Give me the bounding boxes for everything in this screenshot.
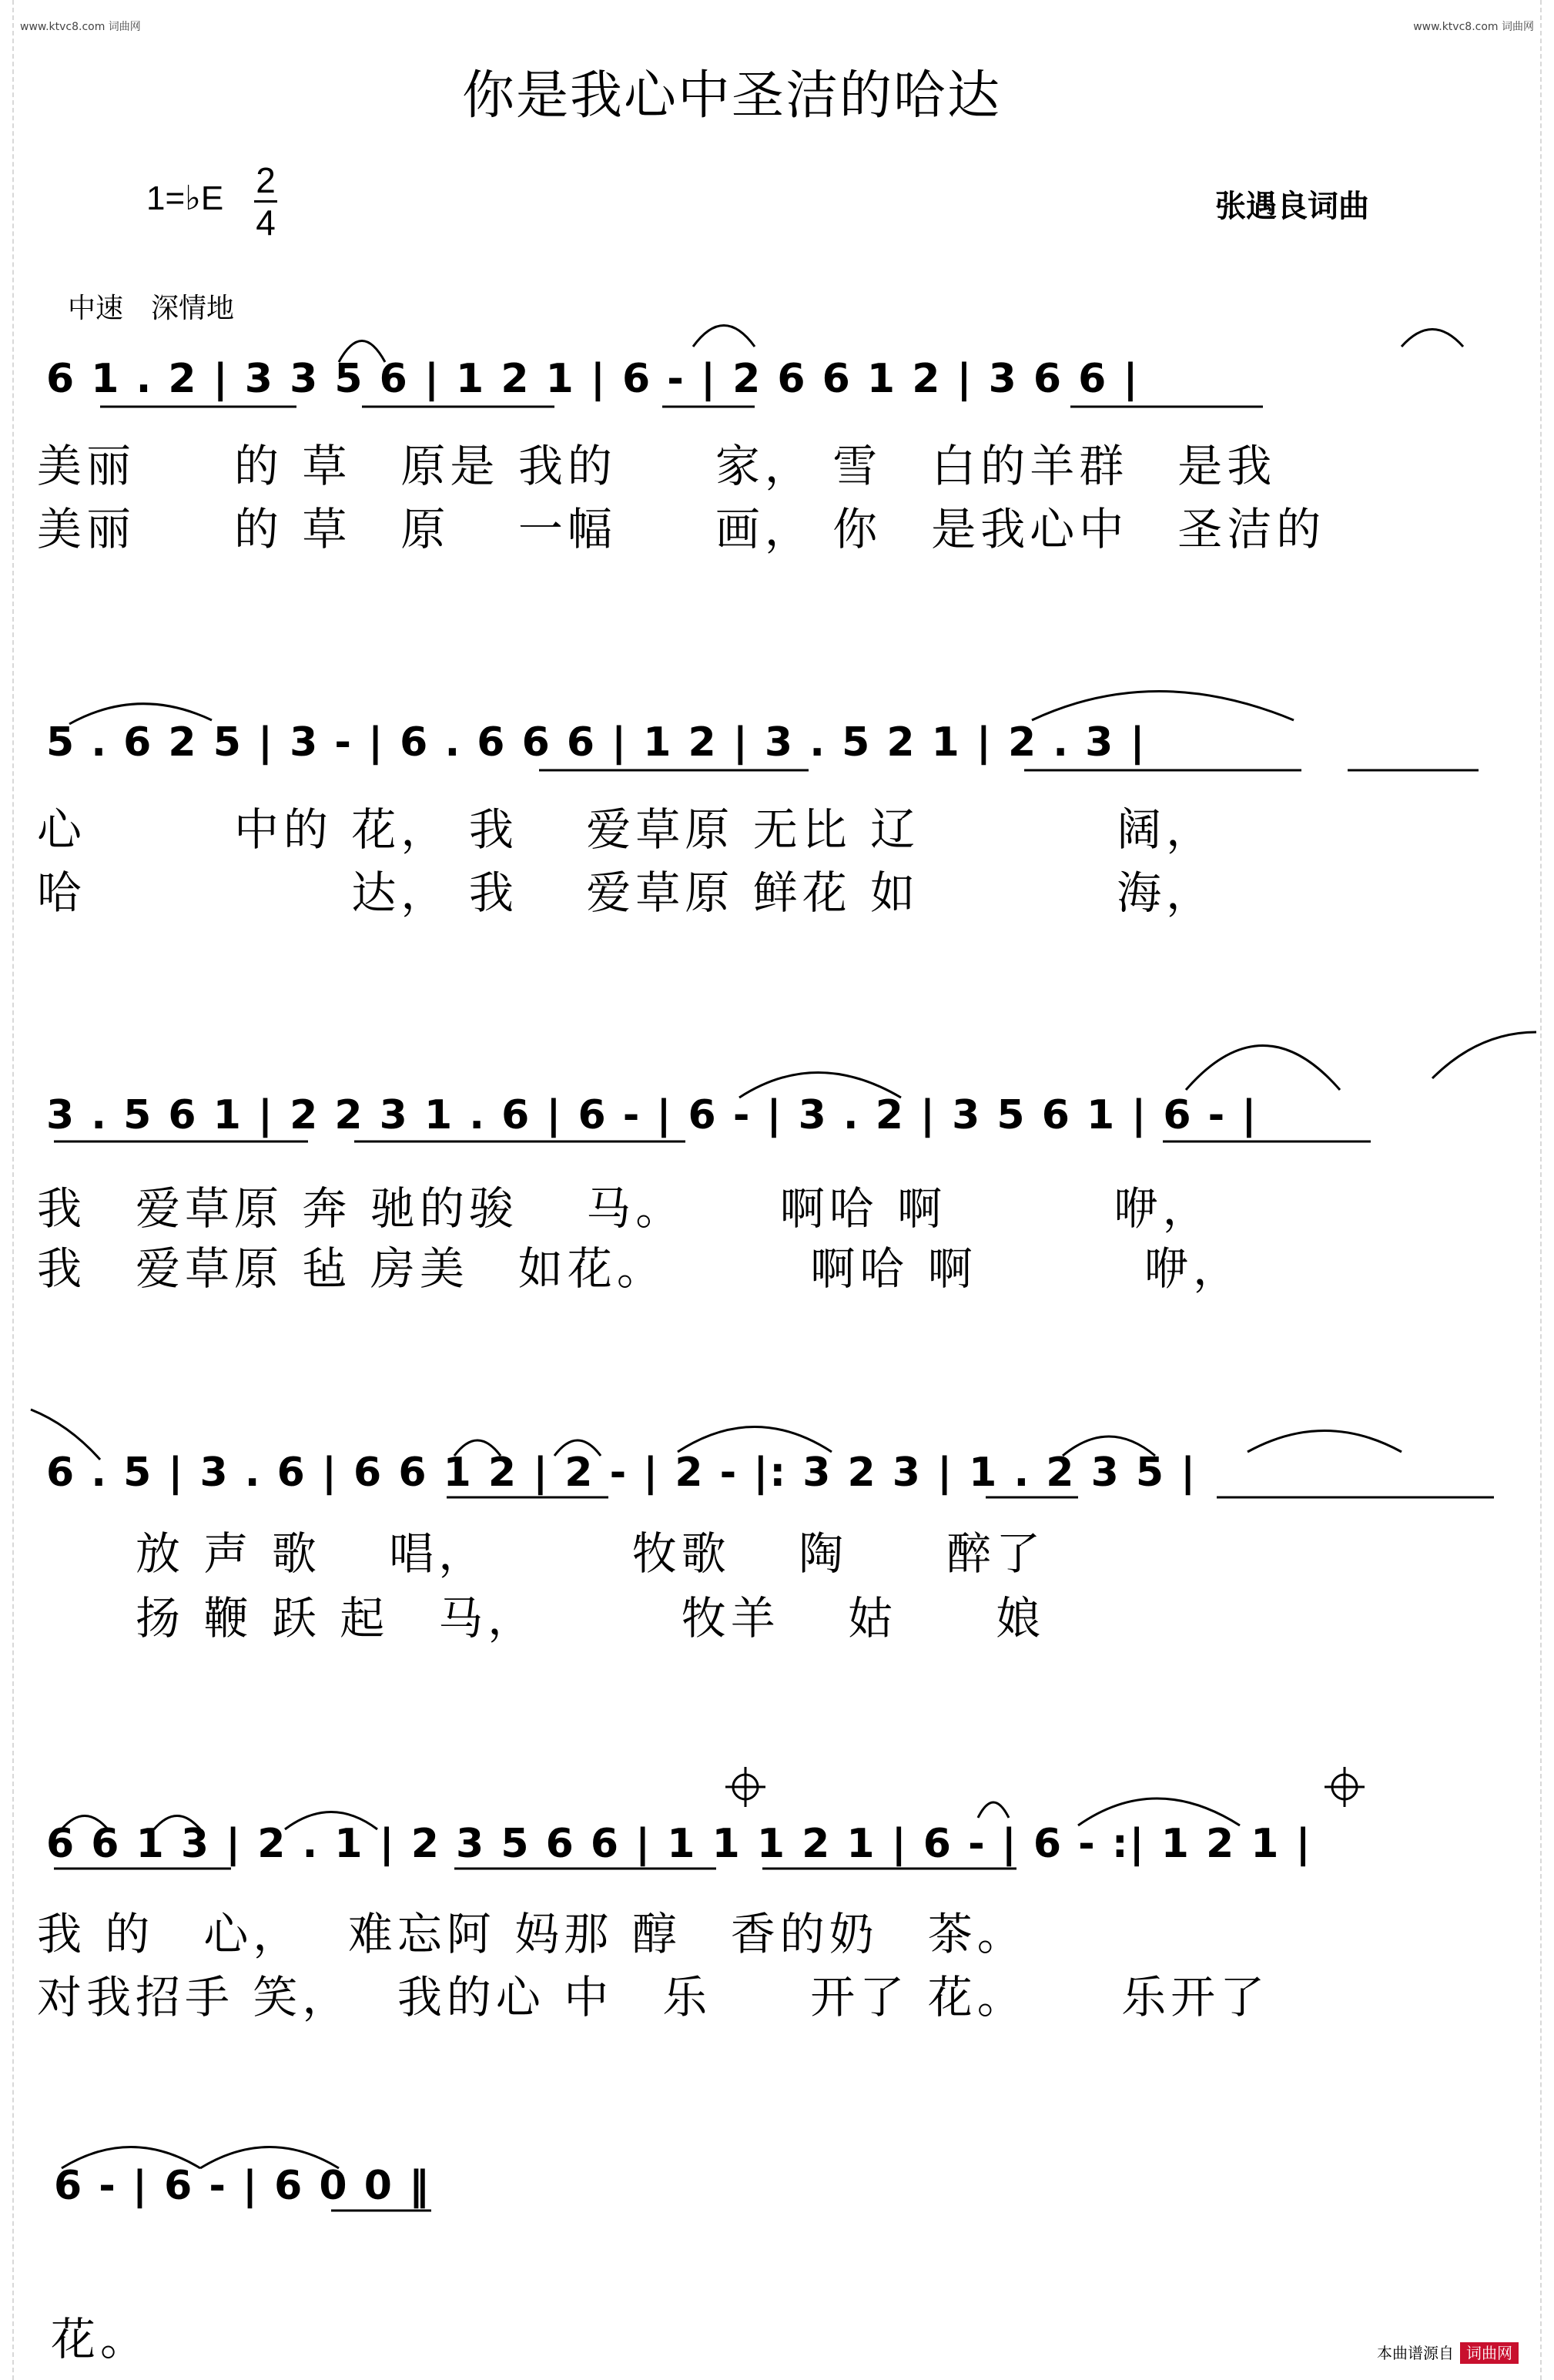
slur-marks-line-6 xyxy=(62,2147,339,2169)
lyric-line-2-verse-2: 哈 达， 我 爱草原 鲜花 如 海， xyxy=(37,867,1216,919)
coda-sign-1 xyxy=(725,1767,765,1807)
coda-sign-2 xyxy=(1325,1767,1365,1807)
source-footer xyxy=(1377,2341,1519,2363)
notation-line-4: 6 . 5 | 3 . 6 | 6 6 1 2 | 2 - | 2 - |: 3 2 3 | 1 . 2 3 5 | xyxy=(46,1450,1197,1496)
time-signature-bottom: 4 xyxy=(256,203,276,243)
lyric-line-4-verse-2: 扬 鞭 跃 起 马， 牧羊 姑 娘 xyxy=(37,1592,1046,1644)
slur-marks-line-1 xyxy=(339,326,1463,363)
notation-line-3: 3 . 5 6 1 | 2 2 3 1 . 6 | 6 - | 6 - | 3 . 2 | 3 5 6 1 | 6 - | xyxy=(46,1092,1258,1138)
lyric-line-5-verse-2: 对我招手 笑， 我的心 中 乐 开了 花。 乐开了 xyxy=(37,1971,1270,2023)
lyric-line-3-verse-1: 我 爱草原 奔 驰的骏 马。 啊哈 啊 咿， xyxy=(37,1182,1212,1235)
site-watermark-right: www.ktvc8.com 词曲网 xyxy=(1413,21,1534,33)
notation-line-2: 5 . 6 2 5 | 3 - | 6 . 6 6 6 | 1 2 | 3 . 5 2 1 | 2 . 3 | xyxy=(46,719,1147,766)
notation-line-6: 6 - | 6 - | 6 0 0 ‖ xyxy=(54,2163,430,2209)
notation-line-1: 6 1 . 2 | 3 3 5 6 | 1 2 1 | 6 - | 2 6 6 1 2 | 3 6 6 | xyxy=(46,356,1140,402)
author-credit: 张遇良词曲 xyxy=(1215,189,1369,224)
final-lyric: 花。 xyxy=(51,2313,150,2365)
slur-marks-line-5 xyxy=(62,1798,1240,1829)
lyric-line-5-verse-1: 我 的 心， 难忘阿 妈那 醇 香的奶 茶。 xyxy=(37,1908,1027,1960)
slur-marks-line-3 xyxy=(739,1032,1536,1098)
time-signature-top: 2 xyxy=(256,160,276,200)
slur-marks-line-2 xyxy=(69,692,1294,725)
footer-text: 本曲谱源自 xyxy=(1377,2344,1454,2362)
slur-marks-line-4 xyxy=(31,1410,1402,1460)
lyric-line-1-verse-2: 美丽 的 草 原 一幅 画， 你 是我心中 圣洁的 xyxy=(37,503,1326,555)
footer-brand: 词曲网 xyxy=(1460,2342,1519,2364)
tempo-marking: 中速 深情地 xyxy=(68,293,235,324)
lyric-line-2-verse-1: 心 中的 花， 我 爱草原 无比 辽 阔， xyxy=(37,803,1216,856)
lyric-line-1-verse-1: 美丽 的 草 原是 我的 家， 雪 白的羊群 是我 xyxy=(37,440,1277,492)
notation-line-5: 6 6 1 3 | 2 . 1 | 2 3 5 6 6 | 1 1 1 2 1 | 6 - | 6 - :| 1 2 1 | xyxy=(46,1821,1312,1867)
lyric-line-4-verse-1: 放 声 歌 唱， 牧歌 陶 醉了 xyxy=(37,1527,1046,1580)
song-title: 你是我心中圣洁的哈达 xyxy=(462,65,1002,126)
site-watermark-left: www.ktvc8.com 词曲网 xyxy=(20,21,141,33)
lyric-line-3-verse-2: 我 爱草原 毡 房美 如花。 啊哈 啊 咿， xyxy=(37,1242,1243,1295)
key-signature: 1=♭E xyxy=(146,179,224,217)
